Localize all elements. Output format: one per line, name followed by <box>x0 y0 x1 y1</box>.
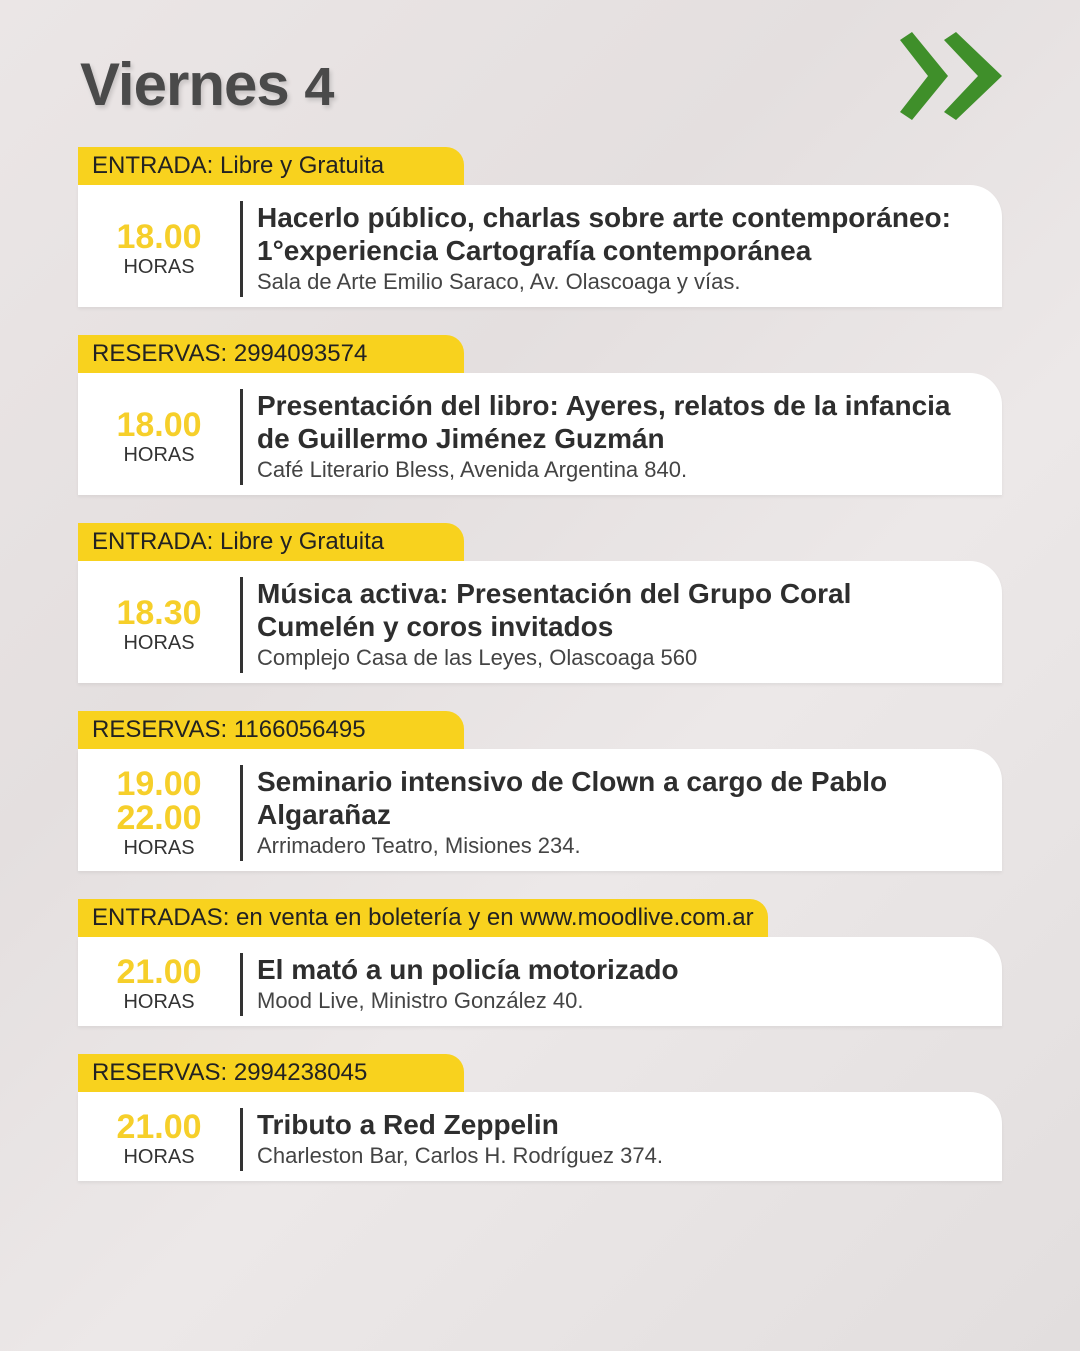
tab-value: 1166056495 <box>233 716 366 743</box>
event-title-line: 1°experiencia Cartografía contemporánea <box>257 235 812 266</box>
tab-value: en venta en boletería y en www.moodlive.com.ar <box>236 904 754 931</box>
time-unit: HORAS <box>123 443 195 466</box>
event-title <box>257 953 679 986</box>
event-block <box>78 899 1002 1026</box>
event-time: 18.00 <box>116 217 202 256</box>
tab-label: RESERVAS: <box>92 1059 228 1086</box>
event-info-tab <box>78 1054 464 1092</box>
event-venue: Café Literario Bless, Avenida Argentina 840. <box>257 457 688 482</box>
event-time-box <box>78 1110 240 1169</box>
event-block <box>78 1054 1002 1181</box>
event-info-tab <box>78 147 464 185</box>
page-title <box>80 50 333 119</box>
event-card <box>78 561 1002 683</box>
event-card <box>78 749 1002 871</box>
event-card <box>78 1092 1002 1181</box>
event-title-line: Algarañaz <box>257 799 391 830</box>
time-unit: HORAS <box>123 631 195 654</box>
event-details <box>240 1108 663 1171</box>
event-time-box <box>78 217 240 279</box>
event-block <box>78 147 1002 307</box>
event-time-box <box>78 405 240 467</box>
event-venue: Arrimadero Teatro, Misiones 234. <box>257 833 581 858</box>
event-details <box>240 577 851 673</box>
event-details <box>240 765 887 861</box>
tab-label: RESERVAS: <box>92 340 228 367</box>
event-card <box>78 373 1002 495</box>
event-title <box>257 765 887 831</box>
event-details <box>240 953 679 1016</box>
event-title-line: Música activa: Presentación del Grupo Coral <box>257 578 852 609</box>
double-chevron-right-icon <box>898 30 1004 122</box>
event-time: 18.30 <box>116 593 202 632</box>
event-title-line: de Guillermo Jiménez Guzmán <box>257 423 665 454</box>
event-time-box <box>78 764 240 860</box>
event-title <box>257 577 851 643</box>
event-block <box>78 523 1002 683</box>
event-title <box>257 1108 663 1141</box>
event-title <box>257 201 951 267</box>
event-title <box>257 389 951 455</box>
tab-value: 2994238045 <box>233 1059 368 1086</box>
event-title-line: Presentación del libro: Ayeres, relatos de la infancia <box>257 390 951 421</box>
event-info-tab <box>78 523 464 561</box>
event-title-line: Hacerlo público, charlas sobre arte contemporáneo: <box>257 202 951 233</box>
tab-label: ENTRADAS: <box>92 904 230 931</box>
time-unit: HORAS <box>123 1146 195 1168</box>
event-venue: Charleston Bar, Carlos H. Rodríguez 374. <box>257 1143 663 1168</box>
tab-value: 2994093574 <box>233 340 368 367</box>
event-title-line: Tributo a Red Zeppelin <box>257 1109 559 1140</box>
event-venue: Complejo Casa de las Leyes, Olascoaga 560 <box>257 645 698 670</box>
event-venue: Mood Live, Ministro González 40. <box>257 988 584 1013</box>
event-title-line: El mató a un policía motorizado <box>257 954 679 985</box>
time-unit: HORAS <box>123 991 195 1013</box>
event-info-tab <box>78 335 464 373</box>
event-time: 21.00 <box>116 1108 202 1146</box>
tab-value: Libre y Gratuita <box>220 528 385 555</box>
event-time: 22.00 <box>116 798 202 837</box>
day-number: 4 <box>304 57 334 117</box>
event-details <box>240 201 951 297</box>
tab-value: Libre y Gratuita <box>220 152 385 179</box>
tab-label: RESERVAS: <box>92 716 228 743</box>
event-title-line: Cumelén y coros invitados <box>257 611 614 642</box>
event-details <box>240 389 951 485</box>
event-block <box>78 711 1002 871</box>
event-block <box>78 335 1002 495</box>
tab-label: ENTRADA: <box>92 152 214 179</box>
event-info-tab <box>78 899 768 937</box>
event-time: 18.00 <box>116 405 202 444</box>
time-unit: HORAS <box>123 255 195 278</box>
event-card <box>78 185 1002 307</box>
tab-label: ENTRADA: <box>92 528 214 555</box>
event-venue: Sala de Arte Emilio Saraco, Av. Olascoaga y vías. <box>257 269 741 294</box>
event-info-tab <box>78 711 464 749</box>
event-title-line: Seminario intensivo de Clown a cargo de Pablo <box>257 766 888 797</box>
event-time-box <box>78 955 240 1014</box>
event-list <box>78 147 1002 1209</box>
event-time: 21.00 <box>116 953 202 991</box>
event-time-box <box>78 593 240 655</box>
day-name: Viernes <box>80 51 289 118</box>
event-card <box>78 937 1002 1026</box>
event-time: 19.00 <box>116 764 202 803</box>
time-unit: HORAS <box>123 836 195 859</box>
